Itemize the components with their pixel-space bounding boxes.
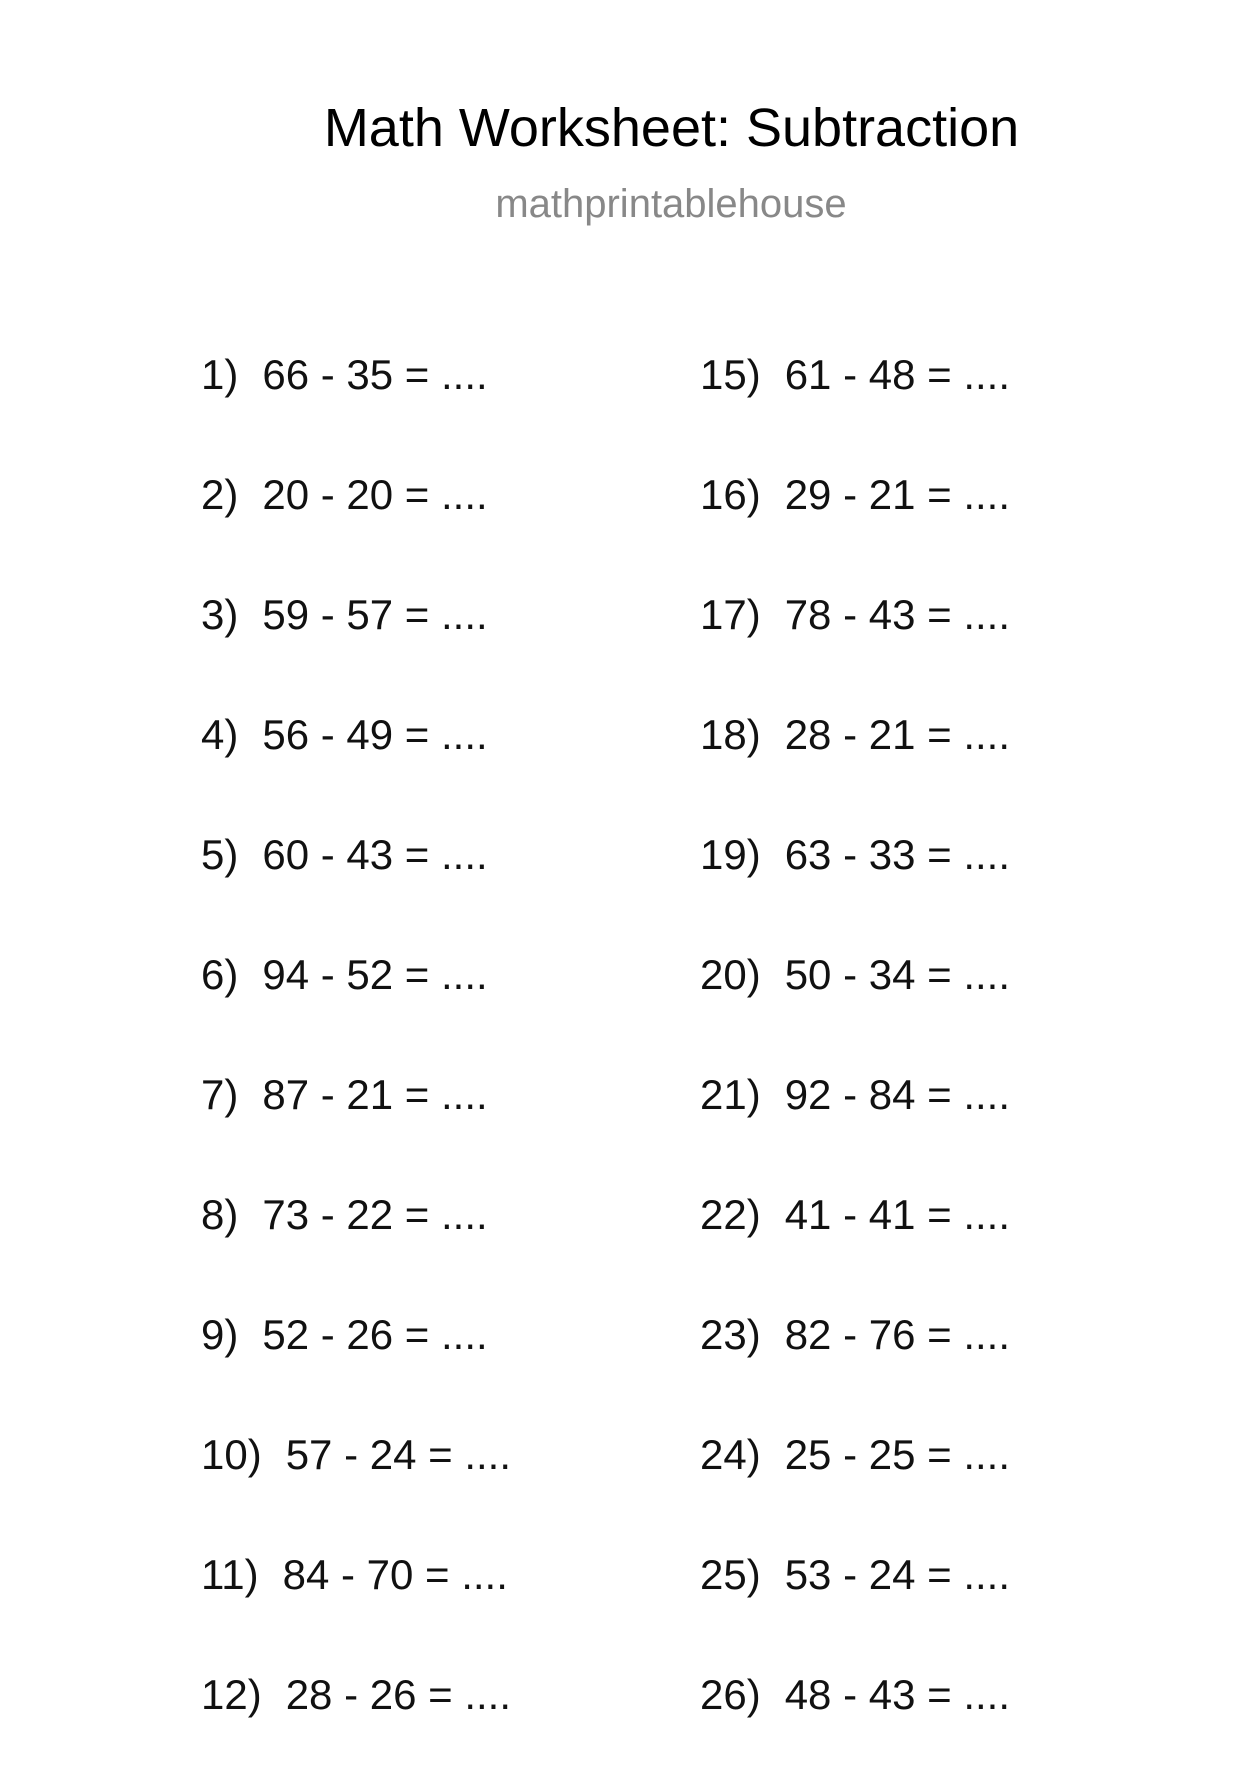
problem-expression: 59 - 57 = ....	[262, 591, 488, 638]
problem-item	[201, 350, 621, 470]
problem-number: 9)	[201, 1311, 239, 1358]
problem-item	[700, 710, 1120, 830]
problem-expression: 78 - 43 = ....	[784, 591, 1011, 638]
problem-number: 16)	[700, 471, 761, 518]
problem-number: 6)	[201, 951, 239, 998]
page-title: Math Worksheet: Subtraction	[323, 98, 1020, 158]
problem-item	[201, 1670, 621, 1790]
problem-expression: 61 - 48 = ....	[784, 351, 1011, 398]
problem-expression: 50 - 34 = ....	[784, 951, 1011, 998]
problem-expression: 48 - 43 = ....	[784, 1671, 1011, 1718]
problem-expression: 25 - 25 = ....	[784, 1431, 1011, 1478]
problem-number: 10)	[201, 1431, 262, 1478]
problem-number: 25)	[700, 1551, 761, 1598]
problem-expression: 73 - 22 = ....	[262, 1191, 488, 1238]
problem-expression: 57 - 24 = ....	[285, 1431, 512, 1478]
problem-item	[700, 1070, 1120, 1190]
problem-expression: 20 - 20 = ....	[262, 471, 488, 518]
problem-expression: 94 - 52 = ....	[262, 951, 488, 998]
problem-number: 20)	[700, 951, 761, 998]
problem-item	[201, 1430, 621, 1550]
problem-number: 2)	[201, 471, 239, 518]
problem-expression: 84 - 70 = ....	[282, 1551, 508, 1598]
problem-item	[700, 350, 1120, 470]
problem-number: 7)	[201, 1071, 239, 1118]
problem-expression: 60 - 43 = ....	[262, 831, 488, 878]
page-subtitle: mathprintablehouse	[495, 182, 847, 226]
problem-column-right	[700, 350, 1120, 1790]
problem-item	[201, 950, 621, 1070]
problem-item	[700, 1550, 1120, 1670]
problem-item	[201, 710, 621, 830]
problem-item	[201, 1310, 621, 1430]
problem-item	[700, 1190, 1120, 1310]
problem-expression: 56 - 49 = ....	[262, 711, 488, 758]
problem-number: 12)	[201, 1671, 262, 1718]
problem-number: 24)	[700, 1431, 761, 1478]
problem-column-left	[201, 350, 621, 1790]
problem-expression: 53 - 24 = ....	[784, 1551, 1011, 1598]
problem-number: 18)	[700, 711, 761, 758]
problem-item	[700, 590, 1120, 710]
problem-expression: 87 - 21 = ....	[262, 1071, 488, 1118]
problem-item	[700, 1310, 1120, 1430]
problem-number: 4)	[201, 711, 239, 758]
problem-number: 19)	[700, 831, 761, 878]
problem-expression: 63 - 33 = ....	[784, 831, 1011, 878]
problem-expression: 29 - 21 = ....	[784, 471, 1011, 518]
problem-number: 22)	[700, 1191, 761, 1238]
problem-expression: 82 - 76 = ....	[784, 1311, 1011, 1358]
problem-number: 26)	[700, 1671, 761, 1718]
problem-item	[700, 1430, 1120, 1550]
problem-number: 17)	[700, 591, 761, 638]
problem-item	[201, 1190, 621, 1310]
problem-item	[201, 1550, 621, 1670]
problem-item	[700, 830, 1120, 950]
problem-expression: 28 - 26 = ....	[285, 1671, 512, 1718]
problem-expression: 41 - 41 = ....	[784, 1191, 1011, 1238]
problem-item	[700, 470, 1120, 590]
problem-expression: 66 - 35 = ....	[262, 351, 488, 398]
problem-number: 15)	[700, 351, 761, 398]
problem-expression: 92 - 84 = ....	[784, 1071, 1011, 1118]
problem-number: 23)	[700, 1311, 761, 1358]
problem-number: 8)	[201, 1191, 239, 1238]
problem-item	[201, 830, 621, 950]
problem-item	[201, 590, 621, 710]
problem-expression: 52 - 26 = ....	[262, 1311, 488, 1358]
problem-item	[700, 1670, 1120, 1790]
problem-number: 21)	[700, 1071, 761, 1118]
problem-item	[201, 470, 621, 590]
problem-number: 11)	[201, 1551, 259, 1598]
problem-item	[700, 950, 1120, 1070]
problem-number: 5)	[201, 831, 239, 878]
problem-number: 3)	[201, 591, 239, 638]
problem-item	[201, 1070, 621, 1190]
problem-number: 1)	[201, 351, 239, 398]
problem-expression: 28 - 21 = ....	[784, 711, 1011, 758]
